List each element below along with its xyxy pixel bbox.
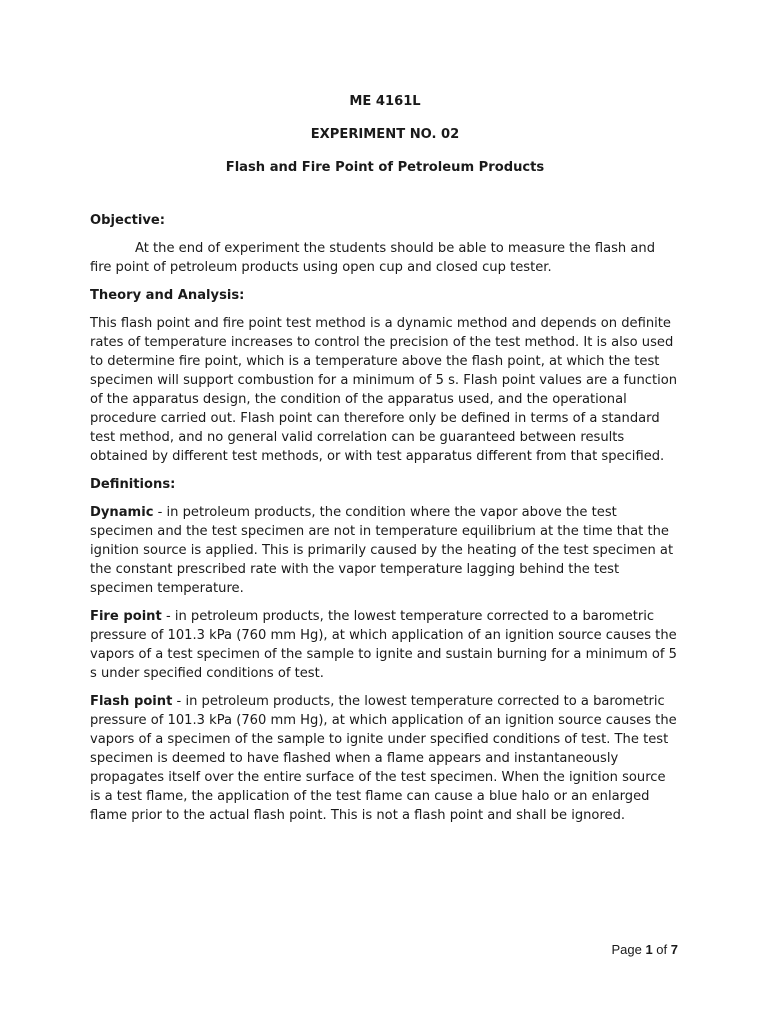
- definition-term: Dynamic: [90, 505, 154, 520]
- theory-text: This flash point and fire point test method is a dynamic method and depends on definite rates of temperature increases to control the precision of the test method. It is also used to determine fire point, which is a temperature above the flash point, at which the test specimen will support combustion for a minimum of 5 s. Flash point values are a function of the apparatus design, the condition of the apparatus used, and the operational procedure carried out. Flash point can therefore only be defined in terms of a standard test method, and no general valid correlation can be guaranteed between results obtained by different test methods, or with test apparatus different from that specified.: [90, 316, 678, 464]
- definition-dynamic: [90, 503, 680, 598]
- page-number: [611, 942, 678, 957]
- document-title: Flash and Fire Point of Petroleum Products: [225, 160, 545, 175]
- page-total: 7: [670, 942, 678, 957]
- definition-text: - in petroleum products, the lowest temperature corrected to a barometric pressure of 101.3 kPa (760 mm Hg), at which application of an ignition source causes the vapors of a specimen of the sample to ignite under specified conditions of test. The test specimen is deemed to have flashed when a flame appears and instantaneously propagates itself over the entire surface of the test specimen. When the ignition source is a test flame, the application of the test flame can cause a blue halo or an enlarged flame prior to the actual flash point. This is not a flash point and shall be ignored.: [90, 694, 677, 823]
- page-current: 1: [645, 942, 653, 957]
- objective-text: At the end of experiment the students should be able to measure the flash and fire point of petroleum products using open cup and closed cup tester.: [90, 241, 656, 275]
- experiment-number: EXPERIMENT NO. 02: [310, 127, 460, 142]
- document-body: [90, 92, 680, 834]
- definition-term: Fire point: [90, 609, 162, 624]
- definitions-heading: Definitions:: [90, 477, 176, 492]
- of-word: of: [656, 942, 668, 957]
- definition-text: - in petroleum products, the lowest temperature corrected to a barometric pressure of 101.3 kPa (760 mm Hg), at which application of an ignition source causes the vapors of a test specimen of the sample to ignite and sustain burning for a minimum of 5 s under specified conditions of test.: [90, 609, 678, 681]
- page-word: Page: [611, 942, 642, 957]
- theory-heading: Theory and Analysis:: [90, 288, 245, 303]
- definition-text: - in petroleum products, the condition where the vapor above the test specimen and the test specimen are not in temperature equilibrium at the time that the ignition source is applied. This is primarily caused by the heating of the test specimen at the constant prescribed rate with the vapor temperature lagging behind the test specimen temperature.: [90, 505, 674, 596]
- course-code: ME 4161L: [349, 94, 421, 109]
- definition-term: Flash point: [90, 694, 173, 709]
- objective-heading: Objective:: [90, 213, 166, 228]
- definition-fire-point: [90, 607, 680, 683]
- definition-flash-point: [90, 692, 680, 825]
